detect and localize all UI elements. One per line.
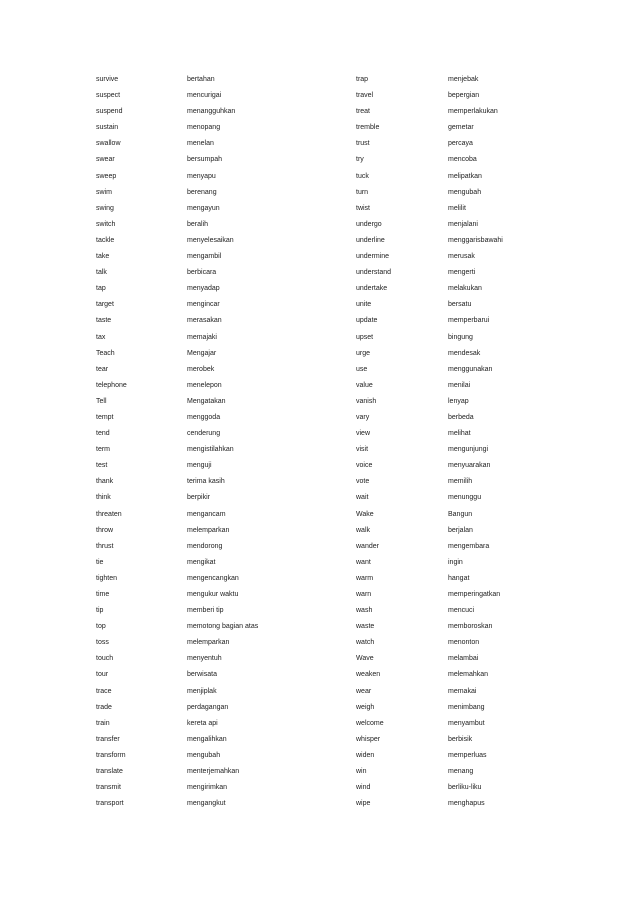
english-word: unite bbox=[356, 301, 372, 309]
indonesian-translation: menang bbox=[448, 768, 474, 776]
indonesian-translation: mengangkut bbox=[187, 800, 226, 808]
indonesian-translation: merusak bbox=[448, 253, 475, 261]
indonesian-translation: cenderung bbox=[187, 430, 221, 438]
english-word: walk bbox=[356, 526, 371, 534]
english-word: thank bbox=[96, 478, 114, 486]
indonesian-translation: kereta api bbox=[187, 719, 218, 727]
english-word: weaken bbox=[356, 671, 381, 679]
table-row bbox=[0, 667, 638, 683]
table-row bbox=[0, 410, 638, 426]
indonesian-translation: menggoda bbox=[187, 413, 221, 421]
english-word: tuck bbox=[356, 172, 369, 180]
indonesian-translation: mengerti bbox=[448, 269, 476, 277]
indonesian-translation: Bangun bbox=[448, 510, 473, 518]
indonesian-translation: menyambut bbox=[448, 719, 485, 727]
indonesian-translation: menyentuh bbox=[187, 655, 222, 663]
table-row bbox=[0, 635, 638, 651]
indonesian-translation: ingin bbox=[448, 558, 463, 566]
english-word: swim bbox=[96, 188, 112, 196]
english-word: twist bbox=[356, 204, 370, 212]
indonesian-translation: menelan bbox=[187, 140, 214, 148]
indonesian-translation: mengalihkan bbox=[187, 735, 227, 743]
english-word: treat bbox=[356, 108, 371, 116]
english-word: undertake bbox=[356, 285, 388, 293]
english-word: trade bbox=[96, 703, 112, 711]
indonesian-translation: melemahkan bbox=[448, 671, 489, 679]
indonesian-translation: Mengatakan bbox=[187, 397, 226, 405]
indonesian-translation: menangguhkan bbox=[187, 108, 236, 116]
english-word: threaten bbox=[96, 510, 122, 518]
english-word: tour bbox=[96, 671, 109, 679]
english-word: transport bbox=[96, 800, 124, 808]
table-row bbox=[0, 169, 638, 185]
indonesian-translation: melambai bbox=[448, 655, 479, 663]
english-word: widen bbox=[356, 751, 375, 759]
table-row bbox=[0, 442, 638, 458]
table-row bbox=[0, 313, 638, 329]
indonesian-translation: terima kasih bbox=[187, 478, 225, 486]
table-row bbox=[0, 796, 638, 812]
english-word: value bbox=[356, 381, 373, 389]
english-word: touch bbox=[96, 655, 114, 663]
indonesian-translation: mengikat bbox=[187, 558, 216, 566]
indonesian-translation: memperlakukan bbox=[448, 108, 498, 116]
english-word: suspend bbox=[96, 108, 123, 116]
english-word: wander bbox=[356, 542, 379, 550]
indonesian-translation: merobek bbox=[187, 365, 215, 373]
table-row bbox=[0, 297, 638, 313]
english-word: wind bbox=[356, 784, 371, 792]
indonesian-translation: bingung bbox=[448, 333, 473, 341]
english-word: Teach bbox=[96, 349, 115, 357]
indonesian-translation: memperbarui bbox=[448, 317, 490, 325]
english-word: Wake bbox=[356, 510, 374, 518]
table-row bbox=[0, 378, 638, 394]
indonesian-translation: menunggu bbox=[448, 494, 482, 502]
english-word: warn bbox=[356, 591, 372, 598]
english-word: target bbox=[96, 301, 114, 309]
english-word: switch bbox=[96, 220, 116, 228]
english-word: voice bbox=[356, 462, 373, 470]
indonesian-translation: berliku-liku bbox=[448, 784, 482, 792]
english-word: wait bbox=[356, 494, 369, 502]
indonesian-translation: mengistilahkan bbox=[187, 446, 234, 454]
table-row bbox=[0, 120, 638, 136]
english-word: transfer bbox=[96, 735, 120, 743]
indonesian-translation: mengayun bbox=[187, 204, 220, 212]
indonesian-translation: memotong bagian atas bbox=[187, 623, 259, 631]
indonesian-translation: menterjemahkan bbox=[187, 768, 240, 776]
table-row bbox=[0, 152, 638, 168]
english-word: trust bbox=[356, 140, 370, 148]
table-row bbox=[0, 249, 638, 265]
english-word: sweep bbox=[96, 172, 117, 180]
english-word: warm bbox=[356, 574, 374, 582]
english-word: vote bbox=[356, 478, 370, 486]
table-row bbox=[0, 394, 638, 410]
english-word: Tell bbox=[96, 397, 107, 405]
indonesian-translation: memberi tip bbox=[187, 607, 224, 615]
english-word: undermine bbox=[356, 253, 390, 261]
english-word: transmit bbox=[96, 784, 121, 792]
indonesian-translation: menguji bbox=[187, 462, 212, 470]
indonesian-translation: mengubah bbox=[187, 751, 221, 759]
english-word: Wave bbox=[356, 655, 374, 663]
indonesian-translation: perdagangan bbox=[187, 703, 229, 711]
english-word: tremble bbox=[356, 124, 380, 132]
indonesian-translation: beralih bbox=[187, 220, 209, 228]
english-word: think bbox=[96, 494, 111, 502]
indonesian-translation: memilih bbox=[448, 478, 473, 486]
indonesian-translation: memboroskan bbox=[448, 623, 493, 631]
table-row bbox=[0, 458, 638, 474]
english-word: test bbox=[96, 462, 108, 470]
indonesian-translation: melakukan bbox=[448, 285, 482, 293]
indonesian-translation: melemparkan bbox=[187, 526, 230, 534]
indonesian-translation: mengukur waktu bbox=[187, 591, 239, 598]
indonesian-translation: Mengajar bbox=[187, 349, 217, 357]
indonesian-translation: bepergian bbox=[448, 92, 480, 100]
indonesian-translation: gemetar bbox=[448, 124, 474, 132]
english-word: throw bbox=[96, 526, 114, 534]
english-word: talk bbox=[96, 269, 107, 277]
indonesian-translation: menelepon bbox=[187, 381, 222, 389]
english-word: visit bbox=[356, 446, 369, 454]
table-row bbox=[0, 362, 638, 378]
table-row bbox=[0, 748, 638, 764]
table-row bbox=[0, 507, 638, 523]
indonesian-translation: mendesak bbox=[448, 349, 481, 357]
indonesian-translation: percaya bbox=[448, 140, 473, 148]
table-row bbox=[0, 523, 638, 539]
english-word: welcome bbox=[356, 719, 384, 727]
english-word: weigh bbox=[356, 703, 375, 711]
indonesian-translation: berenang bbox=[187, 188, 217, 196]
indonesian-translation: mengirimkan bbox=[187, 784, 228, 792]
english-word: survive bbox=[96, 76, 119, 83]
english-word: sustain bbox=[96, 124, 119, 132]
vocabulary-table bbox=[0, 72, 638, 812]
indonesian-translation: bersatu bbox=[448, 301, 472, 309]
english-word: translate bbox=[96, 768, 123, 776]
english-word: tempt bbox=[96, 413, 114, 421]
table-row bbox=[0, 764, 638, 780]
table-row bbox=[0, 651, 638, 667]
english-word: use bbox=[356, 365, 368, 373]
table-row bbox=[0, 555, 638, 571]
english-word: vary bbox=[356, 413, 370, 421]
indonesian-translation: menyelesaikan bbox=[187, 236, 234, 244]
indonesian-translation: mengunjungi bbox=[448, 446, 489, 454]
indonesian-translation: berbisik bbox=[448, 735, 473, 743]
english-word: underline bbox=[356, 236, 385, 244]
english-word: tackle bbox=[96, 236, 115, 244]
english-word: toss bbox=[96, 639, 109, 647]
indonesian-translation: mencoba bbox=[448, 156, 477, 164]
english-word: wear bbox=[356, 687, 372, 695]
indonesian-translation: mengembara bbox=[448, 542, 490, 550]
english-word: urge bbox=[356, 349, 371, 357]
indonesian-translation: menggarisbawahi bbox=[448, 236, 503, 244]
table-row bbox=[0, 217, 638, 233]
english-word: take bbox=[96, 253, 110, 261]
english-word: tip bbox=[96, 607, 104, 615]
table-row bbox=[0, 426, 638, 442]
indonesian-translation: bersumpah bbox=[187, 156, 223, 164]
english-word: win bbox=[356, 768, 367, 776]
indonesian-translation: menggunakan bbox=[448, 365, 493, 373]
indonesian-translation: mencurigai bbox=[187, 92, 222, 100]
table-row bbox=[0, 330, 638, 346]
table-row bbox=[0, 474, 638, 490]
indonesian-translation: berbeda bbox=[448, 413, 474, 421]
table-row bbox=[0, 780, 638, 796]
english-word: upset bbox=[356, 333, 374, 341]
table-row bbox=[0, 490, 638, 506]
table-row bbox=[0, 587, 638, 603]
english-word: tie bbox=[96, 558, 104, 566]
english-word: time bbox=[96, 591, 110, 598]
table-row bbox=[0, 346, 638, 362]
english-word: tighten bbox=[96, 574, 118, 582]
english-word: swing bbox=[96, 204, 114, 212]
indonesian-translation: menimbang bbox=[448, 703, 485, 711]
english-word: travel bbox=[356, 92, 374, 100]
english-word: wipe bbox=[356, 800, 371, 808]
indonesian-translation: berwisata bbox=[187, 671, 217, 679]
english-word: view bbox=[356, 430, 371, 438]
english-word: waste bbox=[356, 623, 375, 631]
table-row bbox=[0, 201, 638, 217]
indonesian-translation: bertahan bbox=[187, 76, 215, 83]
indonesian-translation: menyadap bbox=[187, 285, 220, 293]
table-row bbox=[0, 72, 638, 88]
english-word: want bbox=[356, 558, 371, 566]
indonesian-translation: menghapus bbox=[448, 800, 485, 808]
indonesian-translation: mendorong bbox=[187, 542, 223, 550]
english-word: tax bbox=[96, 333, 106, 341]
table-row bbox=[0, 265, 638, 281]
indonesian-translation: mengencangkan bbox=[187, 574, 239, 582]
table-row bbox=[0, 619, 638, 635]
indonesian-translation: menilai bbox=[448, 381, 471, 389]
english-word: tend bbox=[96, 430, 110, 438]
indonesian-translation: melemparkan bbox=[187, 639, 230, 647]
english-word: trap bbox=[356, 76, 369, 83]
indonesian-translation: menyapu bbox=[187, 172, 216, 180]
indonesian-translation: menjalani bbox=[448, 220, 478, 228]
indonesian-translation: berbicara bbox=[187, 269, 217, 277]
english-word: try bbox=[356, 156, 364, 164]
indonesian-translation: lenyap bbox=[448, 397, 469, 405]
english-word: whisper bbox=[356, 735, 381, 743]
indonesian-translation: mengincar bbox=[187, 301, 220, 309]
indonesian-translation: melipatkan bbox=[448, 172, 482, 180]
table-row bbox=[0, 603, 638, 619]
indonesian-translation: mengancam bbox=[187, 510, 226, 518]
table-row bbox=[0, 700, 638, 716]
english-word: train bbox=[96, 719, 110, 727]
indonesian-translation: berpikir bbox=[187, 494, 210, 502]
english-word: undergo bbox=[356, 220, 382, 228]
english-word: taste bbox=[96, 317, 112, 325]
table-row bbox=[0, 571, 638, 587]
english-word: tap bbox=[96, 285, 106, 293]
table-row bbox=[0, 185, 638, 201]
indonesian-translation: memperingatkan bbox=[448, 591, 501, 598]
table-row bbox=[0, 88, 638, 104]
english-word: term bbox=[96, 446, 110, 454]
english-word: vanish bbox=[356, 397, 377, 405]
table-row bbox=[0, 136, 638, 152]
table-row bbox=[0, 716, 638, 732]
english-word: thrust bbox=[96, 542, 114, 550]
english-word: swallow bbox=[96, 140, 121, 148]
english-word: update bbox=[356, 317, 378, 325]
english-word: wash bbox=[356, 607, 373, 615]
english-word: swear bbox=[96, 156, 115, 164]
table-row bbox=[0, 539, 638, 555]
table-row bbox=[0, 281, 638, 297]
english-word: trace bbox=[96, 687, 112, 695]
indonesian-translation: mencuci bbox=[448, 607, 475, 615]
indonesian-translation: memperluas bbox=[448, 751, 487, 759]
english-word: tear bbox=[96, 365, 109, 373]
indonesian-translation: mengubah bbox=[448, 188, 482, 196]
english-word: suspect bbox=[96, 92, 121, 100]
indonesian-translation: merasakan bbox=[187, 317, 222, 325]
table-row bbox=[0, 104, 638, 120]
english-word: telephone bbox=[96, 381, 127, 389]
table-row bbox=[0, 684, 638, 700]
indonesian-translation: menjiplak bbox=[187, 687, 217, 695]
table-row bbox=[0, 233, 638, 249]
english-word: top bbox=[96, 623, 106, 631]
table-row bbox=[0, 732, 638, 748]
english-word: transform bbox=[96, 751, 126, 759]
indonesian-translation: memakai bbox=[448, 687, 477, 695]
indonesian-translation: menjebak bbox=[448, 76, 479, 83]
indonesian-translation: berjalan bbox=[448, 526, 473, 534]
english-word: watch bbox=[356, 639, 375, 647]
indonesian-translation: mengambil bbox=[187, 253, 222, 261]
indonesian-translation: melilit bbox=[448, 204, 466, 212]
indonesian-translation: menyuarakan bbox=[448, 462, 491, 470]
indonesian-translation: melihat bbox=[448, 430, 471, 438]
indonesian-translation: menonton bbox=[448, 639, 480, 647]
english-word: turn bbox=[356, 188, 369, 196]
indonesian-translation: hangat bbox=[448, 574, 470, 582]
english-word: understand bbox=[356, 269, 392, 277]
indonesian-translation: menopang bbox=[187, 124, 221, 132]
indonesian-translation: memajaki bbox=[187, 333, 217, 341]
